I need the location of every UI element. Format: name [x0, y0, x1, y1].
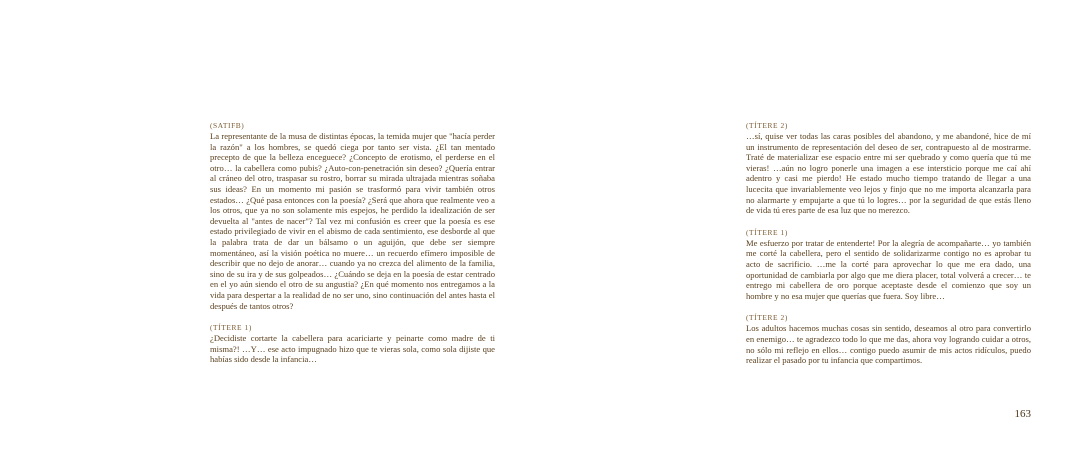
- dialogue-block: [746, 313, 1031, 365]
- dialogue-block: [210, 121, 495, 311]
- dialogue-block: [746, 121, 1031, 216]
- dialogue-text: Los adultos hacemos muchas cosas sin sentido, deseamos al otro para convertirlo en enemigo… te agradezco todo lo que me das, ahora voy logrando cuidar a otros, no sólo mi reflejo en ellos… contigo puedo asumir de mis actos ridículos, puedo realizar el pasado por tu infancia que compartimos.: [746, 323, 1031, 366]
- speaker-label: (TÍTERE 2): [746, 121, 788, 130]
- speaker-label: (SATIFB): [210, 121, 245, 130]
- dialogue-block: [210, 323, 495, 365]
- speaker-label: (TÍTERE 1): [746, 227, 788, 237]
- right-column: [746, 121, 1031, 378]
- speaker-label: (TÍTERE 2): [746, 313, 788, 323]
- dialogue-text: Me esfuerzo por tratar de entenderte! Por la alegría de acompañarte… yo también me corté la cabellera, pero el sentido de solidarizarme contigo no es aprobar tu acto de sacrificio. …me la corté para aprovechar lo que me era dado, una oportunidad de cambiarla por algo que me diera placer, total volverá a crecer… te entrego mi cabellera de oro porque aceptaste desde el comienzo que soy un hombre y no esa mujer que querías que fuera. Soy libre…: [746, 237, 1031, 301]
- dialogue-text: …sí, quise ver todas las caras posibles del abandono, y me abandoné, hice de mí un instrumento de representación del deseo de ser, contrapuesto al de mostrarme. Traté de materializar ese espacio entre mi ser quebrado y como quería que tú me vieras! …aún no logro ponerle una imagen a ese intersticio porque me caí ahí adentro y casi me pierdo! He estado mucho tiempo tratando de llegar a una lucecita que invariablemente veo lejos y finjo que no me importa alcanzarla para no alarmarte y empujarte a que tú lo logres… por la seguridad de que estás lleno de vida tú eres parte de esa luz que no merezco.: [746, 131, 1031, 216]
- dialogue-block: [746, 228, 1031, 302]
- dialogue-text: ¿Decidiste cortarte la cabellera para acariciarte y peinarte como madre de ti misma?! …Y… ese acto impugnado hizo que te vieras sola, como sola dijiste que habías sido desde la infancia…: [210, 333, 495, 365]
- speaker-label: (TÍTERE 1): [210, 323, 252, 333]
- dialogue-text: La representante de la musa de distintas épocas, la temida mujer que "hacía perder la razón" a los hombres, se quedó ciega por tanto ser vista. ¿El tan mentado precepto de que la belleza enceguece? ¿Concepto de erotismo, el perderse en el otro… la cabellera como pubis? ¿Auto-con-penetración sin deseo? ¿Quería entrar al cráneo del otro, traspasar su rostro, borrar su mirada ultrajada mientras soñaba sus ideas? En un momento mi pasión se trasformó para vivir también otros estados… ¿Qué pasa entonces con la poesía? ¿Será que ahora que realmente veo a los otros, que ya no son solamente mis espejos, he perdido la idealización de ser devuelta al "antes de nacer"? Tal vez mi confusión es creer que la poesía es ese estado privilegiado de vivir en el abismo de cada sentimiento, ese desborde al que la palabra trata de dar un bálsamo o un aguijón, que debe ser siempre momentáneo, así la visión poética no muere… un recuerdo efímero imposible de describir que no dejo de anorar… cuando ya no crezca del alimento de la familia, sino de su ira y de sus golpeados… ¿Cuándo se deja en la poesía de estar centrado en el yo aún siendo el otro de su angustia? ¿En qué momento nos entregamos a la vida para despertar a la realidad de no ser uno, sino continuación del antes hasta el después de tantos otros?: [210, 131, 495, 311]
- page-number: 163: [1014, 408, 1031, 420]
- left-column: [210, 121, 495, 377]
